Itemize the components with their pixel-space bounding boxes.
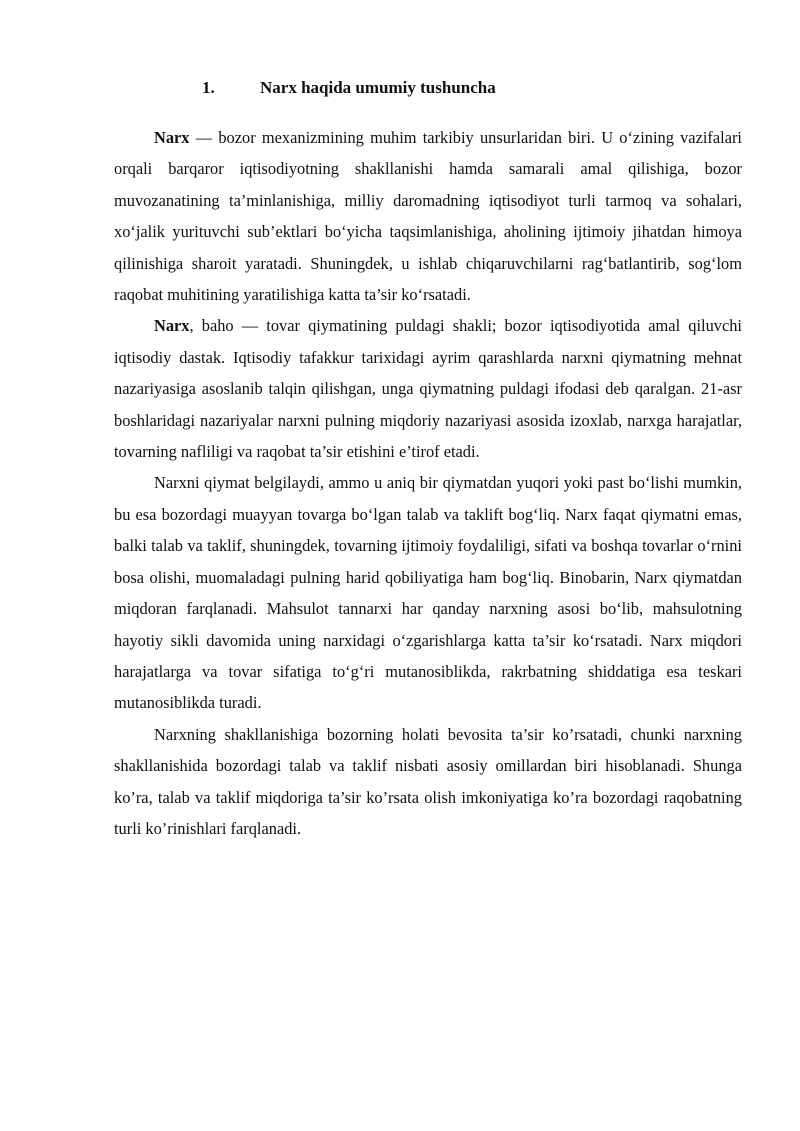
paragraph-4 <box>114 719 742 845</box>
paragraph-3 <box>114 467 742 718</box>
paragraph-1-lead: Narx <box>154 128 190 147</box>
document-page <box>114 76 742 844</box>
paragraph-2-lead: Narx <box>154 316 190 336</box>
section-number: 1. <box>202 78 215 97</box>
paragraph-2 <box>114 310 742 467</box>
paragraph-2-text: , baho — tovar qiymatining puldagi shakli; bozor iqtisodiyotida amal qiluvchi iqtisodiy dastak. Iqtisodiy tafakkur tarixidagi ayrim qarashlarda narxni qiymatning mehnat nazariyasiga asoslanib talqin qilishgan, unga qiymatning puldagi ifodasi deb qaralgan. 21-asr boshlaridagi nazariyalar narxni pulning miqdoriy nazariyasi asosida izoxlab, narxga harajatlar, tovarning nafliligi va raqobat ta’sir etishini e’tirof etadi. <box>114 316 742 462</box>
section-heading <box>114 76 742 100</box>
section-title: Narx haqida umumiy tushuncha <box>260 78 496 97</box>
paragraph-3-text: Narxni qiymat belgilaydi, ammo u aniq bir qiymatdan yuqori yoki past bo‘lishi mumkin, bu esa bozordagi muayyan tovarga bo‘lgan talab va taklift bog‘liq. Narx faqat qiymatni emas, balki talab va taklif, shuningdek, tovarning ijtimoiy foydaliligi, sifati va boshqa tovarlar o‘rnini bosa olishi, muomaladagi pulning harid qobiliyatiga ham bog‘liq. Binobarin, Narx qiymatdan miqdoran farqlanadi. Mahsulot tannarxi har qanday narxning asosi bo‘lib, mahsulotning hayotiy sikli davomida uning narxidagi o‘zgarishlarga katta ta’sir ko‘rsatadi. Narx miqdori harajatlarga va tovar sifatiga to‘g‘ri mutanosiblikda, rakrbatning shiddatiga esa teskari mutanosiblikda turadi. <box>114 473 742 713</box>
paragraph-4-text: Narxning shakllanishiga bozorning holati bevosita ta’sir ko’rsatadi, chunki narxning shakllanishida bozordagi talab va taklif nisbati asosiy omillardan biri hisoblanadi. Shunga ko’ra, talab va taklif miqdoriga ta’sir ko’rsata olish imkoniyatiga ko’ra bozordagi raqobatning turli ko’rinishlari farqlanadi. <box>114 724 742 838</box>
paragraph-1-text: — bozor mexanizmining muhim tarkibiy unsurlaridan biri. U o‘zining vazifalari orqali barqaror iqtisodiyotning shakllanishi hamda samarali amal qilishiga, bozor muvozanatining ta’minlanishiga, milliy daromadning iqtisodiyot turli tarmoq va sohalari, xo‘jalik yurituvchi sub’ektlari bo‘yicha taqsimlanishiga, aholining ijtimoiy jihatdan himoya qilinishiga sharoit yaratadi. Shuningdek, u ishlab chiqaruvchilarni rag‘batlantirib, sog‘lom raqobat muhitining yaratilishiga katta ta’sir ko‘rsatadi. <box>114 128 742 305</box>
paragraph-1 <box>114 122 742 310</box>
